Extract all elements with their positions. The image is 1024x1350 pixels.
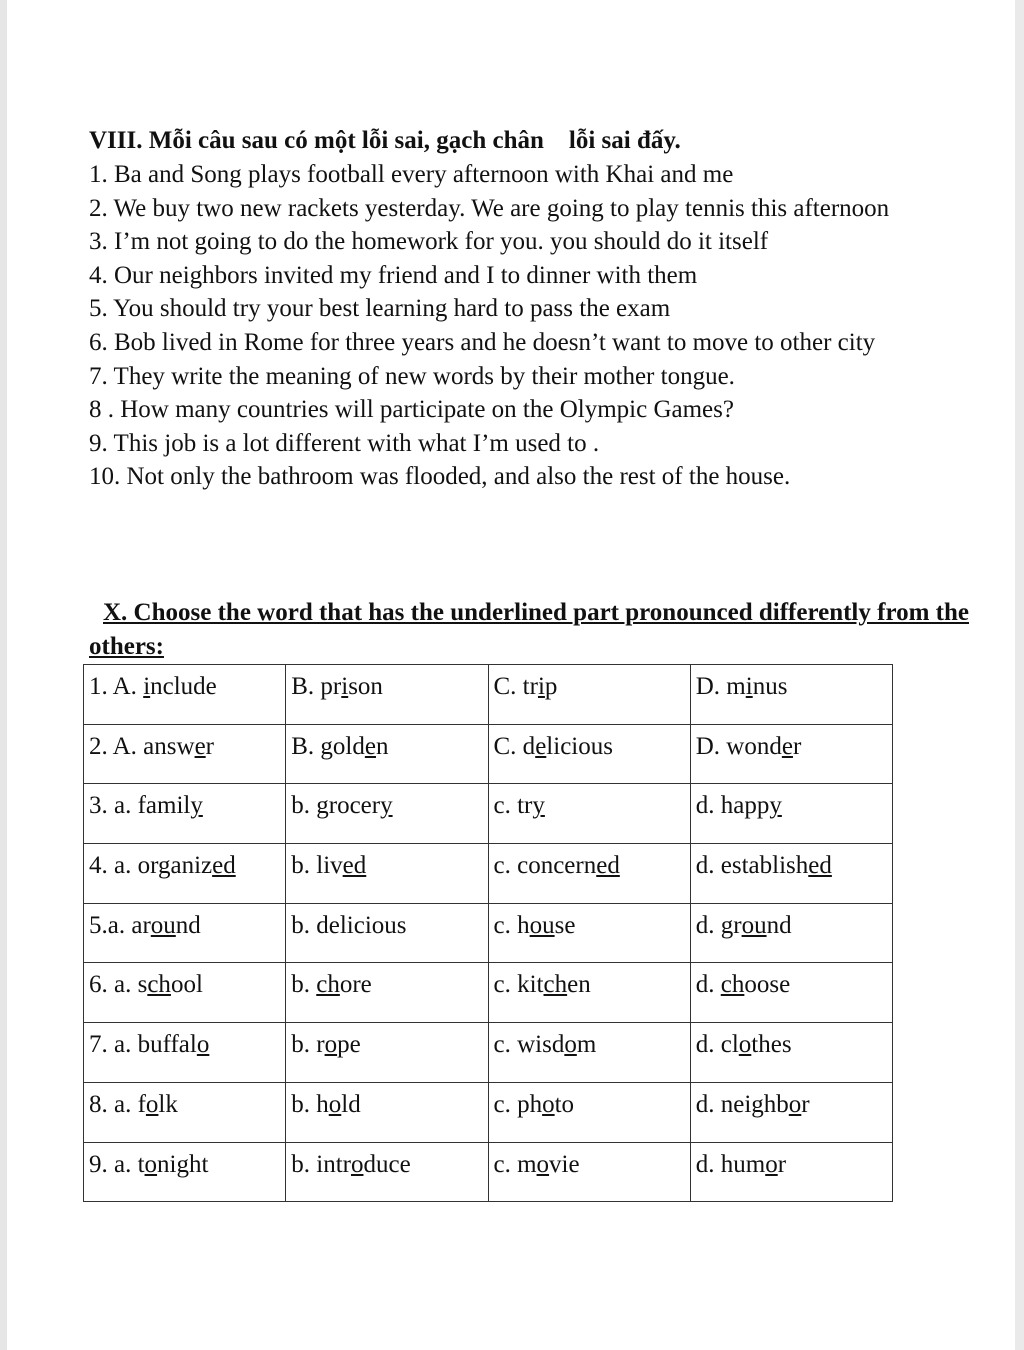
underlined-part: y [380, 792, 393, 820]
table-cell [84, 1023, 286, 1083]
underlined-part: ou [150, 911, 176, 939]
table-row [84, 724, 893, 784]
question-7: 7. They write the meaning of new words by their mother tongue. [89, 362, 735, 390]
option-text: c. h [493, 911, 530, 939]
option-text: b. r [291, 1031, 325, 1059]
table-row [84, 1142, 893, 1202]
table-cell [690, 963, 892, 1023]
table-cell [84, 963, 286, 1023]
option-text: 4. a. organiz [89, 852, 213, 880]
option-text: n [375, 732, 389, 760]
table-cell [286, 784, 488, 844]
table-cell [690, 1023, 892, 1083]
underlined-part: o [350, 1150, 364, 1178]
underlined-part: i [745, 673, 753, 700]
underlined-part: ch [720, 971, 745, 999]
underlined-part: i [537, 673, 545, 700]
table-cell [690, 844, 892, 904]
option-text: C. tr [493, 673, 538, 700]
option-text: 7. a. buffal [89, 1031, 197, 1059]
option-text: d. cl [695, 1031, 739, 1059]
option-text: nclude [150, 673, 217, 700]
underlined-part: o [196, 1031, 210, 1059]
question-8: 8 . How many countries will participate on the Olympic Games? [89, 396, 734, 424]
option-text: d. [695, 971, 721, 999]
option-text: duce [363, 1150, 411, 1178]
question-5: 5. You should try your best learning hard to pass the exam [89, 295, 671, 323]
option-text: b. [291, 971, 317, 999]
table-cell [84, 784, 286, 844]
underlined-part: o [145, 1090, 159, 1118]
underlined-part: i [143, 673, 151, 700]
table-cell [488, 724, 690, 784]
option-text: D. wond [695, 732, 782, 760]
option-text: ore [339, 971, 372, 999]
table-row [84, 844, 893, 904]
underlined-part: ch [147, 971, 171, 999]
underlined-part: o [144, 1150, 158, 1178]
table-row [84, 1082, 893, 1142]
underlined-part: ou [529, 911, 555, 939]
option-text: lk [158, 1090, 178, 1118]
option-text: b. liv [291, 852, 343, 880]
option-text: c. wisd [493, 1031, 565, 1059]
option-text: en [567, 971, 591, 999]
underlined-part: e [781, 732, 793, 760]
option-text: d. gr [695, 911, 742, 939]
underlined-part: o [328, 1090, 342, 1118]
option-text: b. delicious [291, 911, 407, 939]
table-row [84, 784, 893, 844]
underlined-part: o [738, 1031, 752, 1059]
option-text: ool [170, 971, 203, 999]
option-text: d. happ [695, 792, 770, 820]
table-cell [84, 844, 286, 904]
option-text: d. establish [695, 852, 809, 880]
option-text: B. gold [291, 732, 365, 760]
option-text: se [554, 911, 576, 939]
option-text: B. pr [291, 673, 342, 700]
table-cell [286, 1023, 488, 1083]
table-cell [286, 844, 488, 904]
option-text: nd [766, 911, 792, 939]
table-cell [488, 844, 690, 904]
underlined-part: e [364, 732, 376, 760]
option-text: 2. A. answ [89, 732, 195, 760]
option-text: 3. a. famil [89, 792, 191, 820]
underlined-part: y [532, 792, 545, 820]
underlined-part: ch [316, 971, 340, 999]
question-10: 10. Not only the bathroom was flooded, and also the rest of the house. [89, 463, 791, 491]
option-text: c. concern [493, 852, 597, 880]
table-cell [690, 903, 892, 963]
option-text: licious [546, 732, 613, 760]
question-9: 9. This job is a lot different with what I’m used to . [89, 429, 600, 457]
table-cell [286, 665, 488, 725]
option-text: d. hum [695, 1150, 766, 1178]
option-text: ld [341, 1090, 361, 1118]
option-text: d. neighb [695, 1090, 789, 1118]
underlined-part: ed [596, 852, 620, 880]
table-cell [488, 903, 690, 963]
table-cell [286, 1142, 488, 1202]
option-text: pe [337, 1031, 361, 1059]
section-viii-heading: VIII. Mỗi câu sau có một lỗi sai, gạch chân lỗi sai đấy. [89, 127, 681, 154]
question-6: 6. Bob lived in Rome for three years and he doesn’t want to move to other city [89, 328, 876, 356]
option-text: b. h [291, 1090, 329, 1118]
option-text: 9. a. t [89, 1150, 145, 1178]
table-cell [690, 784, 892, 844]
table-cell [286, 963, 488, 1023]
underlined-part: ed [212, 852, 236, 880]
underlined-part: y [190, 792, 203, 820]
underlined-part: o [788, 1090, 802, 1118]
option-text: c. kit [493, 971, 544, 999]
option-text: c. tr [493, 792, 533, 820]
option-text: b. intr [291, 1150, 351, 1178]
underlined-part: ed [808, 852, 832, 880]
option-text: night [157, 1150, 209, 1178]
underlined-part: e [535, 732, 547, 760]
underlined-part: i [341, 673, 349, 700]
underlined-part: o [564, 1031, 577, 1059]
question-1: 1. Ba and Song plays football every afternoon with Khai and me [89, 161, 734, 188]
page-edge-right [1015, 0, 1024, 1350]
table-cell [690, 724, 892, 784]
table-cell [488, 784, 690, 844]
option-text: 8. a. f [89, 1090, 146, 1118]
table-cell [690, 1082, 892, 1142]
option-text: c. ph [493, 1090, 543, 1118]
table-row [84, 903, 893, 963]
section-x-title-text: X. Choose the word that has the underlined part pronounced differently from the others: [89, 599, 969, 660]
option-text: son [348, 673, 383, 700]
table-row [84, 1023, 893, 1083]
table-cell [488, 1023, 690, 1083]
underlined-part: e [194, 732, 206, 760]
page-edge-left [0, 0, 7, 1350]
option-text: vie [549, 1150, 580, 1178]
underlined-part: o [324, 1031, 338, 1059]
underlined-part: y [769, 792, 782, 820]
table-cell [286, 903, 488, 963]
underlined-part: ch [543, 971, 568, 999]
option-text: c. m [493, 1150, 537, 1178]
option-text: nd [175, 911, 201, 939]
option-text: r [792, 732, 802, 760]
pronunciation-table [83, 664, 893, 1202]
option-text: D. m [695, 673, 746, 700]
option-text: m [576, 1031, 597, 1059]
option-text: thes [751, 1031, 792, 1059]
table-cell [84, 724, 286, 784]
option-text: r [801, 1090, 810, 1118]
underlined-part: o [536, 1150, 550, 1178]
underlined-part: ed [342, 852, 367, 880]
option-text: C. d [493, 732, 536, 760]
table-row [84, 963, 893, 1023]
table-cell [488, 1082, 690, 1142]
table-cell [690, 665, 892, 725]
option-text: r [777, 1150, 787, 1178]
underlined-part: o [765, 1150, 778, 1178]
question-3: 3. I’m not going to do the homework for you. you should do it itself [89, 228, 769, 256]
table-cell [84, 1142, 286, 1202]
option-text: to [554, 1090, 575, 1118]
option-text: p [544, 673, 558, 700]
table-cell [84, 903, 286, 963]
section-viii [89, 124, 969, 494]
table-cell [286, 1082, 488, 1142]
table-cell [286, 724, 488, 784]
table-cell [488, 1142, 690, 1202]
underlined-part: o [542, 1090, 555, 1118]
option-text: 6. a. s [89, 971, 148, 999]
table-cell [488, 963, 690, 1023]
question-2: 2. We buy two new rackets yesterday. We are going to play tennis this afternoon [89, 194, 890, 222]
option-text: 1. A. [89, 673, 144, 700]
underlined-part: ou [741, 911, 767, 939]
option-text: 5.a. ar [89, 911, 151, 939]
option-text: b. grocer [291, 792, 381, 820]
table-cell [488, 665, 690, 725]
section-x-title [89, 596, 969, 664]
option-text: nus [752, 673, 788, 700]
question-4: 4. Our neighbors invited my friend and I to dinner with them [89, 261, 698, 289]
table-cell [84, 1082, 286, 1142]
option-text: oose [744, 971, 791, 999]
table-row [84, 665, 893, 725]
option-text: r [205, 732, 214, 760]
table-cell [690, 1142, 892, 1202]
table-cell [84, 665, 286, 725]
